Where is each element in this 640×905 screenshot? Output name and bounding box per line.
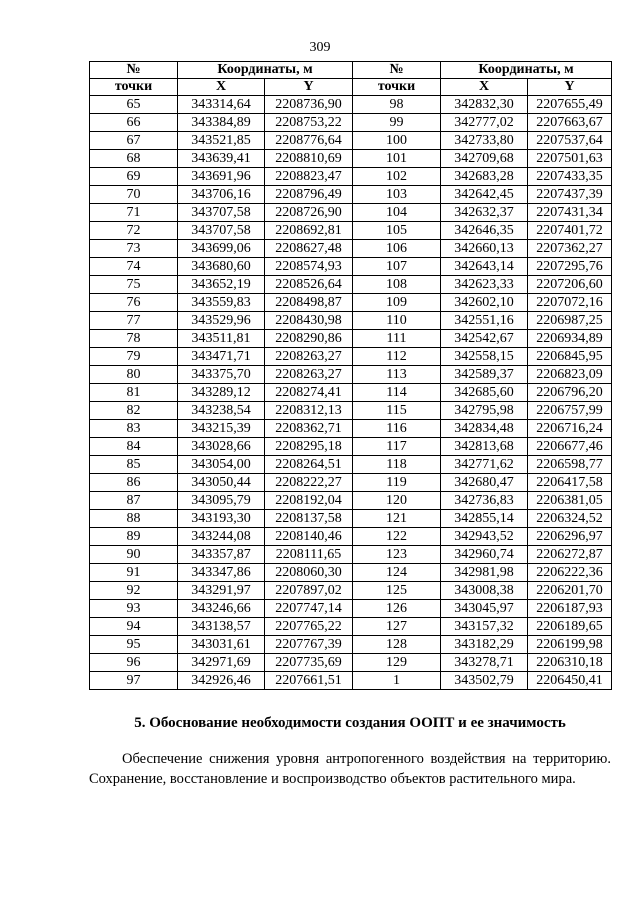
y-coordinate-cell: 2207655,49 xyxy=(528,96,612,114)
y-coordinate-cell: 2208627,48 xyxy=(265,240,353,258)
x-coordinate-cell: 343193,30 xyxy=(178,510,265,528)
table-row xyxy=(90,672,612,690)
x-coordinate-cell: 342632,37 xyxy=(441,204,528,222)
point-number-cell: 124 xyxy=(353,564,441,582)
x-coordinate-cell: 342777,02 xyxy=(441,114,528,132)
point-number-cell: 102 xyxy=(353,168,441,186)
table-row xyxy=(90,618,612,636)
x-coordinate-cell: 343008,38 xyxy=(441,582,528,600)
y-coordinate-cell: 2206796,20 xyxy=(528,384,612,402)
y-coordinate-cell: 2206272,87 xyxy=(528,546,612,564)
x-coordinate-cell: 343529,96 xyxy=(178,312,265,330)
x-coordinate-cell: 342685,60 xyxy=(441,384,528,402)
y-coordinate-cell: 2208796,49 xyxy=(265,186,353,204)
point-number-cell: 99 xyxy=(353,114,441,132)
y-coordinate-cell: 2206324,52 xyxy=(528,510,612,528)
point-number-cell: 72 xyxy=(90,222,178,240)
y-coordinate-cell: 2208362,71 xyxy=(265,420,353,438)
y-coordinate-cell: 2206716,24 xyxy=(528,420,612,438)
table-row xyxy=(90,258,612,276)
point-number-cell: 85 xyxy=(90,456,178,474)
y-header: Y xyxy=(265,79,353,96)
x-coordinate-cell: 343215,39 xyxy=(178,420,265,438)
table-row xyxy=(90,564,612,582)
y-coordinate-cell: 2208692,81 xyxy=(265,222,353,240)
y-coordinate-cell: 2207501,63 xyxy=(528,150,612,168)
point-number-cell: 123 xyxy=(353,546,441,564)
point-number-cell: 75 xyxy=(90,276,178,294)
point-number-cell: 108 xyxy=(353,276,441,294)
table-row xyxy=(90,528,612,546)
x-coordinate-cell: 342602,10 xyxy=(441,294,528,312)
y-coordinate-cell: 2207747,14 xyxy=(265,600,353,618)
point-number-cell: 97 xyxy=(90,672,178,690)
point-number-cell: 101 xyxy=(353,150,441,168)
point-number-cell: 65 xyxy=(90,96,178,114)
y-coordinate-cell: 2206987,25 xyxy=(528,312,612,330)
x-coordinate-cell: 343314,64 xyxy=(178,96,265,114)
point-number-cell: 118 xyxy=(353,456,441,474)
point-number-cell: 73 xyxy=(90,240,178,258)
table-row xyxy=(90,348,612,366)
point-number-cell: 83 xyxy=(90,420,178,438)
y-coordinate-cell: 2208137,58 xyxy=(265,510,353,528)
y-coordinate-cell: 2208222,27 xyxy=(265,474,353,492)
point-number-cell: 88 xyxy=(90,510,178,528)
x-coordinate-cell: 343278,71 xyxy=(441,654,528,672)
x-coordinate-cell: 342680,47 xyxy=(441,474,528,492)
table-row xyxy=(90,654,612,672)
x-coordinate-cell: 342771,62 xyxy=(441,456,528,474)
y-coordinate-cell: 2207206,60 xyxy=(528,276,612,294)
y-coordinate-cell: 2208776,64 xyxy=(265,132,353,150)
point-number-cell: 125 xyxy=(353,582,441,600)
y-coordinate-cell: 2208430,98 xyxy=(265,312,353,330)
table-row xyxy=(90,600,612,618)
x-coordinate-cell: 343707,58 xyxy=(178,204,265,222)
y-coordinate-cell: 2208498,87 xyxy=(265,294,353,312)
point-number-cell: 78 xyxy=(90,330,178,348)
coordinates-header: Координаты, м xyxy=(441,62,612,79)
table-row xyxy=(90,114,612,132)
point-number-cell: 81 xyxy=(90,384,178,402)
y-coordinate-cell: 2208736,90 xyxy=(265,96,353,114)
point-number-cell: 71 xyxy=(90,204,178,222)
y-coordinate-cell: 2208060,30 xyxy=(265,564,353,582)
x-coordinate-cell: 342795,98 xyxy=(441,402,528,420)
x-coordinate-cell: 343652,19 xyxy=(178,276,265,294)
point-number-cell: 84 xyxy=(90,438,178,456)
y-coordinate-cell: 2206222,36 xyxy=(528,564,612,582)
point-number-cell: 70 xyxy=(90,186,178,204)
y-coordinate-cell: 2207767,39 xyxy=(265,636,353,654)
x-coordinate-cell: 343095,79 xyxy=(178,492,265,510)
x-header: X xyxy=(178,79,265,96)
x-coordinate-cell: 342832,30 xyxy=(441,96,528,114)
y-coordinate-cell: 2208274,41 xyxy=(265,384,353,402)
y-coordinate-cell: 2208263,27 xyxy=(265,348,353,366)
point-number-cell: 82 xyxy=(90,402,178,420)
y-coordinate-cell: 2206201,70 xyxy=(528,582,612,600)
y-coordinate-cell: 2208264,51 xyxy=(265,456,353,474)
page-number: 309 xyxy=(309,40,331,55)
point-number-cell: 100 xyxy=(353,132,441,150)
y-coordinate-cell: 2206823,09 xyxy=(528,366,612,384)
x-coordinate-cell: 343246,66 xyxy=(178,600,265,618)
y-coordinate-cell: 2207433,35 xyxy=(528,168,612,186)
table-row xyxy=(90,456,612,474)
x-coordinate-cell: 342971,69 xyxy=(178,654,265,672)
y-coordinate-cell: 2207897,02 xyxy=(265,582,353,600)
point-number-cell: 92 xyxy=(90,582,178,600)
y-coordinate-cell: 2207537,64 xyxy=(528,132,612,150)
point-number-cell: 69 xyxy=(90,168,178,186)
point-number-cell: 120 xyxy=(353,492,441,510)
point-label-header: точки xyxy=(90,79,178,96)
point-number-cell: 66 xyxy=(90,114,178,132)
table-row xyxy=(90,312,612,330)
x-coordinate-cell: 342642,45 xyxy=(441,186,528,204)
y-coordinate-cell: 2208726,90 xyxy=(265,204,353,222)
y-coordinate-cell: 2208526,64 xyxy=(265,276,353,294)
x-coordinate-cell: 343375,70 xyxy=(178,366,265,384)
x-coordinate-cell: 343384,89 xyxy=(178,114,265,132)
point-number-cell: 119 xyxy=(353,474,441,492)
y-header: Y xyxy=(528,79,612,96)
x-coordinate-cell: 343357,87 xyxy=(178,546,265,564)
y-coordinate-cell: 2208140,46 xyxy=(265,528,353,546)
point-number-cell: 114 xyxy=(353,384,441,402)
point-number-cell: 103 xyxy=(353,186,441,204)
point-number-cell: 90 xyxy=(90,546,178,564)
x-coordinate-cell: 343054,00 xyxy=(178,456,265,474)
point-number-cell: 94 xyxy=(90,618,178,636)
table-row xyxy=(90,582,612,600)
x-coordinate-cell: 342643,14 xyxy=(441,258,528,276)
x-coordinate-cell: 342646,35 xyxy=(441,222,528,240)
y-coordinate-cell: 2206199,98 xyxy=(528,636,612,654)
point-number-cell: 79 xyxy=(90,348,178,366)
point-number-cell: 129 xyxy=(353,654,441,672)
point-number-header: № xyxy=(353,62,441,79)
x-coordinate-cell: 342623,33 xyxy=(441,276,528,294)
point-number-cell: 107 xyxy=(353,258,441,276)
y-coordinate-cell: 2208312,13 xyxy=(265,402,353,420)
point-number-cell: 110 xyxy=(353,312,441,330)
point-number-cell: 115 xyxy=(353,402,441,420)
x-coordinate-cell: 342709,68 xyxy=(441,150,528,168)
y-coordinate-cell: 2206187,93 xyxy=(528,600,612,618)
point-number-cell: 111 xyxy=(353,330,441,348)
y-coordinate-cell: 2208574,93 xyxy=(265,258,353,276)
point-number-cell: 89 xyxy=(90,528,178,546)
x-coordinate-cell: 343347,86 xyxy=(178,564,265,582)
coordinates-header: Координаты, м xyxy=(178,62,353,79)
x-coordinate-cell: 343707,58 xyxy=(178,222,265,240)
point-number-cell: 105 xyxy=(353,222,441,240)
x-coordinate-cell: 342551,16 xyxy=(441,312,528,330)
point-number-cell: 121 xyxy=(353,510,441,528)
table-row xyxy=(90,384,612,402)
point-number-cell: 95 xyxy=(90,636,178,654)
x-coordinate-cell: 342834,48 xyxy=(441,420,528,438)
point-number-cell: 127 xyxy=(353,618,441,636)
point-number-cell: 106 xyxy=(353,240,441,258)
point-number-cell: 104 xyxy=(353,204,441,222)
table-row xyxy=(90,420,612,438)
point-number-cell: 87 xyxy=(90,492,178,510)
y-coordinate-cell: 2206845,95 xyxy=(528,348,612,366)
point-number-cell: 122 xyxy=(353,528,441,546)
table-row xyxy=(90,402,612,420)
x-coordinate-cell: 342855,14 xyxy=(441,510,528,528)
point-number-cell: 76 xyxy=(90,294,178,312)
x-coordinate-cell: 342943,52 xyxy=(441,528,528,546)
point-number-cell: 93 xyxy=(90,600,178,618)
point-number-cell: 68 xyxy=(90,150,178,168)
x-coordinate-cell: 343050,44 xyxy=(178,474,265,492)
y-coordinate-cell: 2207437,39 xyxy=(528,186,612,204)
x-coordinate-cell: 342660,13 xyxy=(441,240,528,258)
point-label-header: точки xyxy=(353,79,441,96)
y-coordinate-cell: 2207362,27 xyxy=(528,240,612,258)
table-row xyxy=(90,168,612,186)
x-coordinate-cell: 343138,57 xyxy=(178,618,265,636)
table-row xyxy=(90,474,612,492)
coordinates-table xyxy=(89,61,612,690)
y-coordinate-cell: 2206934,89 xyxy=(528,330,612,348)
point-number-cell: 86 xyxy=(90,474,178,492)
point-number-cell: 80 xyxy=(90,366,178,384)
x-coordinate-cell: 342733,80 xyxy=(441,132,528,150)
y-coordinate-cell: 2206677,46 xyxy=(528,438,612,456)
x-coordinate-cell: 343028,66 xyxy=(178,438,265,456)
y-coordinate-cell: 2208823,47 xyxy=(265,168,353,186)
x-coordinate-cell: 342960,74 xyxy=(441,546,528,564)
x-coordinate-cell: 342813,68 xyxy=(441,438,528,456)
table-row xyxy=(90,438,612,456)
y-coordinate-cell: 2207663,67 xyxy=(528,114,612,132)
y-coordinate-cell: 2207735,69 xyxy=(265,654,353,672)
y-coordinate-cell: 2208290,86 xyxy=(265,330,353,348)
x-coordinate-cell: 342558,15 xyxy=(441,348,528,366)
table-row xyxy=(90,294,612,312)
x-coordinate-cell: 342926,46 xyxy=(178,672,265,690)
y-coordinate-cell: 2208192,04 xyxy=(265,492,353,510)
x-coordinate-cell: 343699,06 xyxy=(178,240,265,258)
y-coordinate-cell: 2208810,69 xyxy=(265,150,353,168)
table-header xyxy=(90,62,612,96)
x-coordinate-cell: 343680,60 xyxy=(178,258,265,276)
table-row xyxy=(90,510,612,528)
table-row xyxy=(90,186,612,204)
table-body xyxy=(90,96,612,690)
x-coordinate-cell: 342683,28 xyxy=(441,168,528,186)
x-coordinate-cell: 342981,98 xyxy=(441,564,528,582)
y-coordinate-cell: 2206598,77 xyxy=(528,456,612,474)
y-coordinate-cell: 2206450,41 xyxy=(528,672,612,690)
x-coordinate-cell: 343289,12 xyxy=(178,384,265,402)
x-coordinate-cell: 343639,41 xyxy=(178,150,265,168)
y-coordinate-cell: 2206189,65 xyxy=(528,618,612,636)
y-coordinate-cell: 2206296,97 xyxy=(528,528,612,546)
point-number-cell: 67 xyxy=(90,132,178,150)
x-coordinate-cell: 343045,97 xyxy=(441,600,528,618)
table-row xyxy=(90,240,612,258)
point-number-cell: 109 xyxy=(353,294,441,312)
point-number-header: № xyxy=(90,62,178,79)
x-coordinate-cell: 343706,16 xyxy=(178,186,265,204)
table-row xyxy=(90,366,612,384)
x-header: X xyxy=(441,79,528,96)
y-coordinate-cell: 2208753,22 xyxy=(265,114,353,132)
table-row xyxy=(90,330,612,348)
point-number-cell: 128 xyxy=(353,636,441,654)
point-number-cell: 117 xyxy=(353,438,441,456)
y-coordinate-cell: 2207661,51 xyxy=(265,672,353,690)
y-coordinate-cell: 2208111,65 xyxy=(265,546,353,564)
table-row xyxy=(90,96,612,114)
table-row xyxy=(90,222,612,240)
y-coordinate-cell: 2207401,72 xyxy=(528,222,612,240)
x-coordinate-cell: 343244,08 xyxy=(178,528,265,546)
y-coordinate-cell: 2206417,58 xyxy=(528,474,612,492)
y-coordinate-cell: 2208295,18 xyxy=(265,438,353,456)
y-coordinate-cell: 2207072,16 xyxy=(528,294,612,312)
x-coordinate-cell: 343511,81 xyxy=(178,330,265,348)
section-heading: 5. Обоснование необходимости создания ООПТ и ее значимость xyxy=(134,715,566,731)
x-coordinate-cell: 343691,96 xyxy=(178,168,265,186)
point-number-cell: 113 xyxy=(353,366,441,384)
table-row xyxy=(90,636,612,654)
point-number-cell: 91 xyxy=(90,564,178,582)
y-coordinate-cell: 2208263,27 xyxy=(265,366,353,384)
point-number-cell: 116 xyxy=(353,420,441,438)
table-row xyxy=(90,492,612,510)
x-coordinate-cell: 342736,83 xyxy=(441,492,528,510)
x-coordinate-cell: 342542,67 xyxy=(441,330,528,348)
y-coordinate-cell: 2207295,76 xyxy=(528,258,612,276)
y-coordinate-cell: 2206310,18 xyxy=(528,654,612,672)
x-coordinate-cell: 343031,61 xyxy=(178,636,265,654)
y-coordinate-cell: 2206381,05 xyxy=(528,492,612,510)
table-row xyxy=(90,546,612,564)
table-row xyxy=(90,132,612,150)
y-coordinate-cell: 2207765,22 xyxy=(265,618,353,636)
section-paragraph: Обеспечение снижения уровня антропогенного воздействия на территорию. Сохранение, восстановление и воспроизводство объектов растительного мира. xyxy=(89,751,611,787)
point-number-cell: 96 xyxy=(90,654,178,672)
point-number-cell: 112 xyxy=(353,348,441,366)
table-row xyxy=(90,150,612,168)
x-coordinate-cell: 342589,37 xyxy=(441,366,528,384)
point-number-cell: 74 xyxy=(90,258,178,276)
y-coordinate-cell: 2207431,34 xyxy=(528,204,612,222)
table-row xyxy=(90,204,612,222)
x-coordinate-cell: 343238,54 xyxy=(178,402,265,420)
x-coordinate-cell: 343157,32 xyxy=(441,618,528,636)
table-row xyxy=(90,276,612,294)
x-coordinate-cell: 343502,79 xyxy=(441,672,528,690)
point-number-cell: 1 xyxy=(353,672,441,690)
x-coordinate-cell: 343521,85 xyxy=(178,132,265,150)
y-coordinate-cell: 2206757,99 xyxy=(528,402,612,420)
x-coordinate-cell: 343471,71 xyxy=(178,348,265,366)
point-number-cell: 126 xyxy=(353,600,441,618)
x-coordinate-cell: 343559,83 xyxy=(178,294,265,312)
x-coordinate-cell: 343182,29 xyxy=(441,636,528,654)
point-number-cell: 98 xyxy=(353,96,441,114)
x-coordinate-cell: 343291,97 xyxy=(178,582,265,600)
point-number-cell: 77 xyxy=(90,312,178,330)
